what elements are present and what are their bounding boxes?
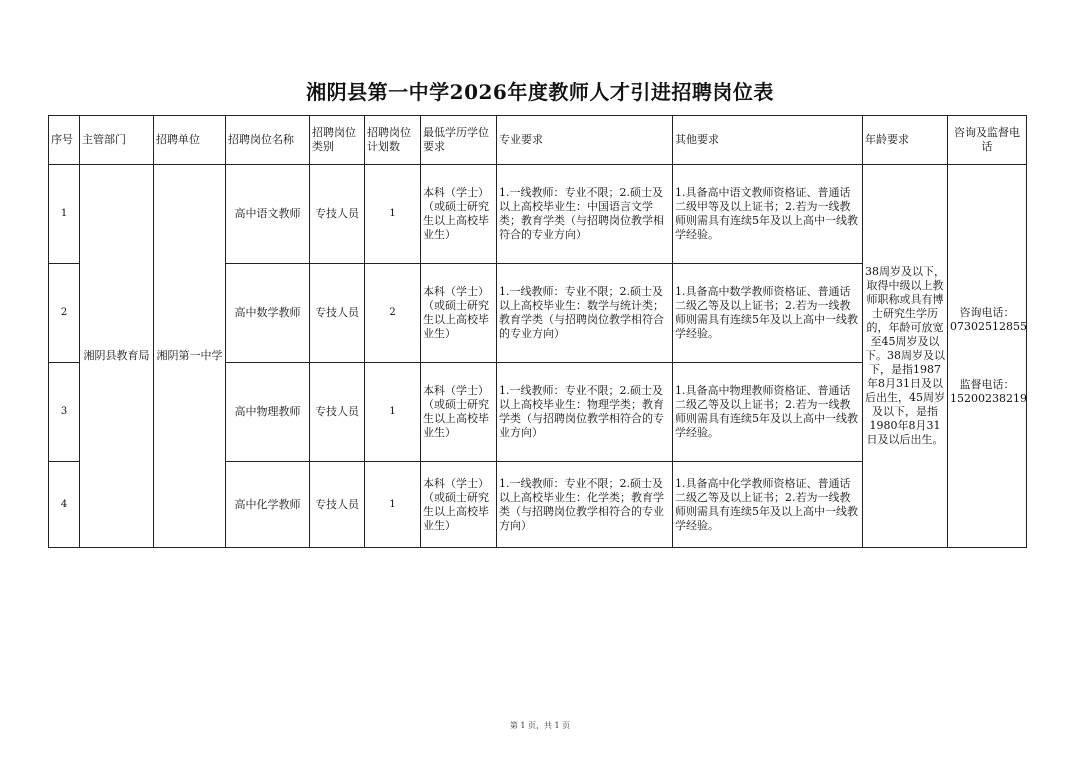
other-cell: 1.具备高中化学教师资格证、普通话二级乙等及以上证书；2.若为一线教师则需具有连续5年及以上高中一线教学经验。 xyxy=(673,462,863,548)
header-unit: 招聘单位 xyxy=(154,116,226,165)
major-cell: 1.一线教师：专业不限；2.硕士及以上高校毕业生：数学与统计类；教育学类（与招聘岗位教学相符合的专业方向） xyxy=(497,264,673,363)
unit-cell: 湘阴第一中学 xyxy=(154,165,226,548)
major-cell: 1.一线教师：专业不限；2.硕士及以上高校毕业生：中国语言文学类；教育学类（与招聘岗位教学相符合的专业方向） xyxy=(497,165,673,264)
education-cell: 本科（学士）（或硕士研究生以上高校毕业生） xyxy=(421,462,497,548)
count-cell: 1 xyxy=(365,462,421,548)
header-education: 最低学历学位要求 xyxy=(421,116,497,165)
consult-phone: 咨询电话：07302512855 xyxy=(950,306,1027,333)
age-cell: 38周岁及以下，取得中级以上教师职称或具有博士研究生学历的，年龄可放宽至45周岁及以下。38周岁及以下，是指1987年8月31日及以后出生，45周岁及以下，是指1980年8月31日及以后出生。 xyxy=(863,165,948,548)
header-major: 专业要求 xyxy=(497,116,673,165)
contact-cell xyxy=(948,165,1027,548)
header-dept: 主管部门 xyxy=(80,116,154,165)
table-header-row xyxy=(49,116,1027,165)
header-seq: 序号 xyxy=(49,116,80,165)
count-cell: 1 xyxy=(365,165,421,264)
position-cell: 高中数学教师 xyxy=(226,264,310,363)
count-cell: 1 xyxy=(365,363,421,462)
header-age: 年龄要求 xyxy=(863,116,948,165)
row-seq: 4 xyxy=(49,462,80,548)
header-position: 招聘岗位名称 xyxy=(226,116,310,165)
position-cell: 高中化学教师 xyxy=(226,462,310,548)
header-category: 招聘岗位类别 xyxy=(310,116,365,165)
major-cell: 1.一线教师：专业不限；2.硕士及以上高校毕业生：物理学类；教育学类（与招聘岗位教学相符合的专业方向） xyxy=(497,363,673,462)
category-cell: 专技人员 xyxy=(310,165,365,264)
position-cell: 高中物理教师 xyxy=(226,363,310,462)
page-footer: 第 1 页，共 1 页 xyxy=(509,721,571,730)
category-cell: 专技人员 xyxy=(310,462,365,548)
education-cell: 本科（学士）（或硕士研究生以上高校毕业生） xyxy=(421,363,497,462)
position-cell: 高中语文教师 xyxy=(226,165,310,264)
header-other: 其他要求 xyxy=(673,116,863,165)
other-cell: 1.具备高中语文教师资格证、普通话二级甲等及以上证书；2.若为一线教师则需具有连续5年及以上高中一线教学经验。 xyxy=(673,165,863,264)
category-cell: 专技人员 xyxy=(310,264,365,363)
count-cell: 2 xyxy=(365,264,421,363)
page-title: 湘阴县第一中学2026年度教师人才引进招聘岗位表 xyxy=(306,80,774,104)
other-cell: 1.具备高中物理教师资格证、普通话二级乙等及以上证书；2.若为一线教师则需具有连续5年及以上高中一线教学经验。 xyxy=(673,363,863,462)
header-count: 招聘岗位计划数 xyxy=(365,116,421,165)
other-cell: 1.具备高中数学教师资格证、普通话二级乙等及以上证书；2.若为一线教师则需具有连续5年及以上高中一线教学经验。 xyxy=(673,264,863,363)
row-seq: 2 xyxy=(49,264,80,363)
category-cell: 专技人员 xyxy=(310,363,365,462)
row-seq: 1 xyxy=(49,165,80,264)
recruitment-table xyxy=(48,115,1027,548)
table-row xyxy=(49,165,1027,264)
education-cell: 本科（学士）（或硕士研究生以上高校毕业生） xyxy=(421,165,497,264)
header-contact: 咨询及监督电话 xyxy=(948,116,1027,165)
education-cell: 本科（学士）（或硕士研究生以上高校毕业生） xyxy=(421,264,497,363)
major-cell: 1.一线教师：专业不限；2.硕士及以上高校毕业生：化学类；教育学类（与招聘岗位教学相符合的专业方向） xyxy=(497,462,673,548)
row-seq: 3 xyxy=(49,363,80,462)
supervise-phone: 监督电话：15200238219 xyxy=(950,378,1027,405)
dept-cell: 湘阴县教育局 xyxy=(80,165,154,548)
